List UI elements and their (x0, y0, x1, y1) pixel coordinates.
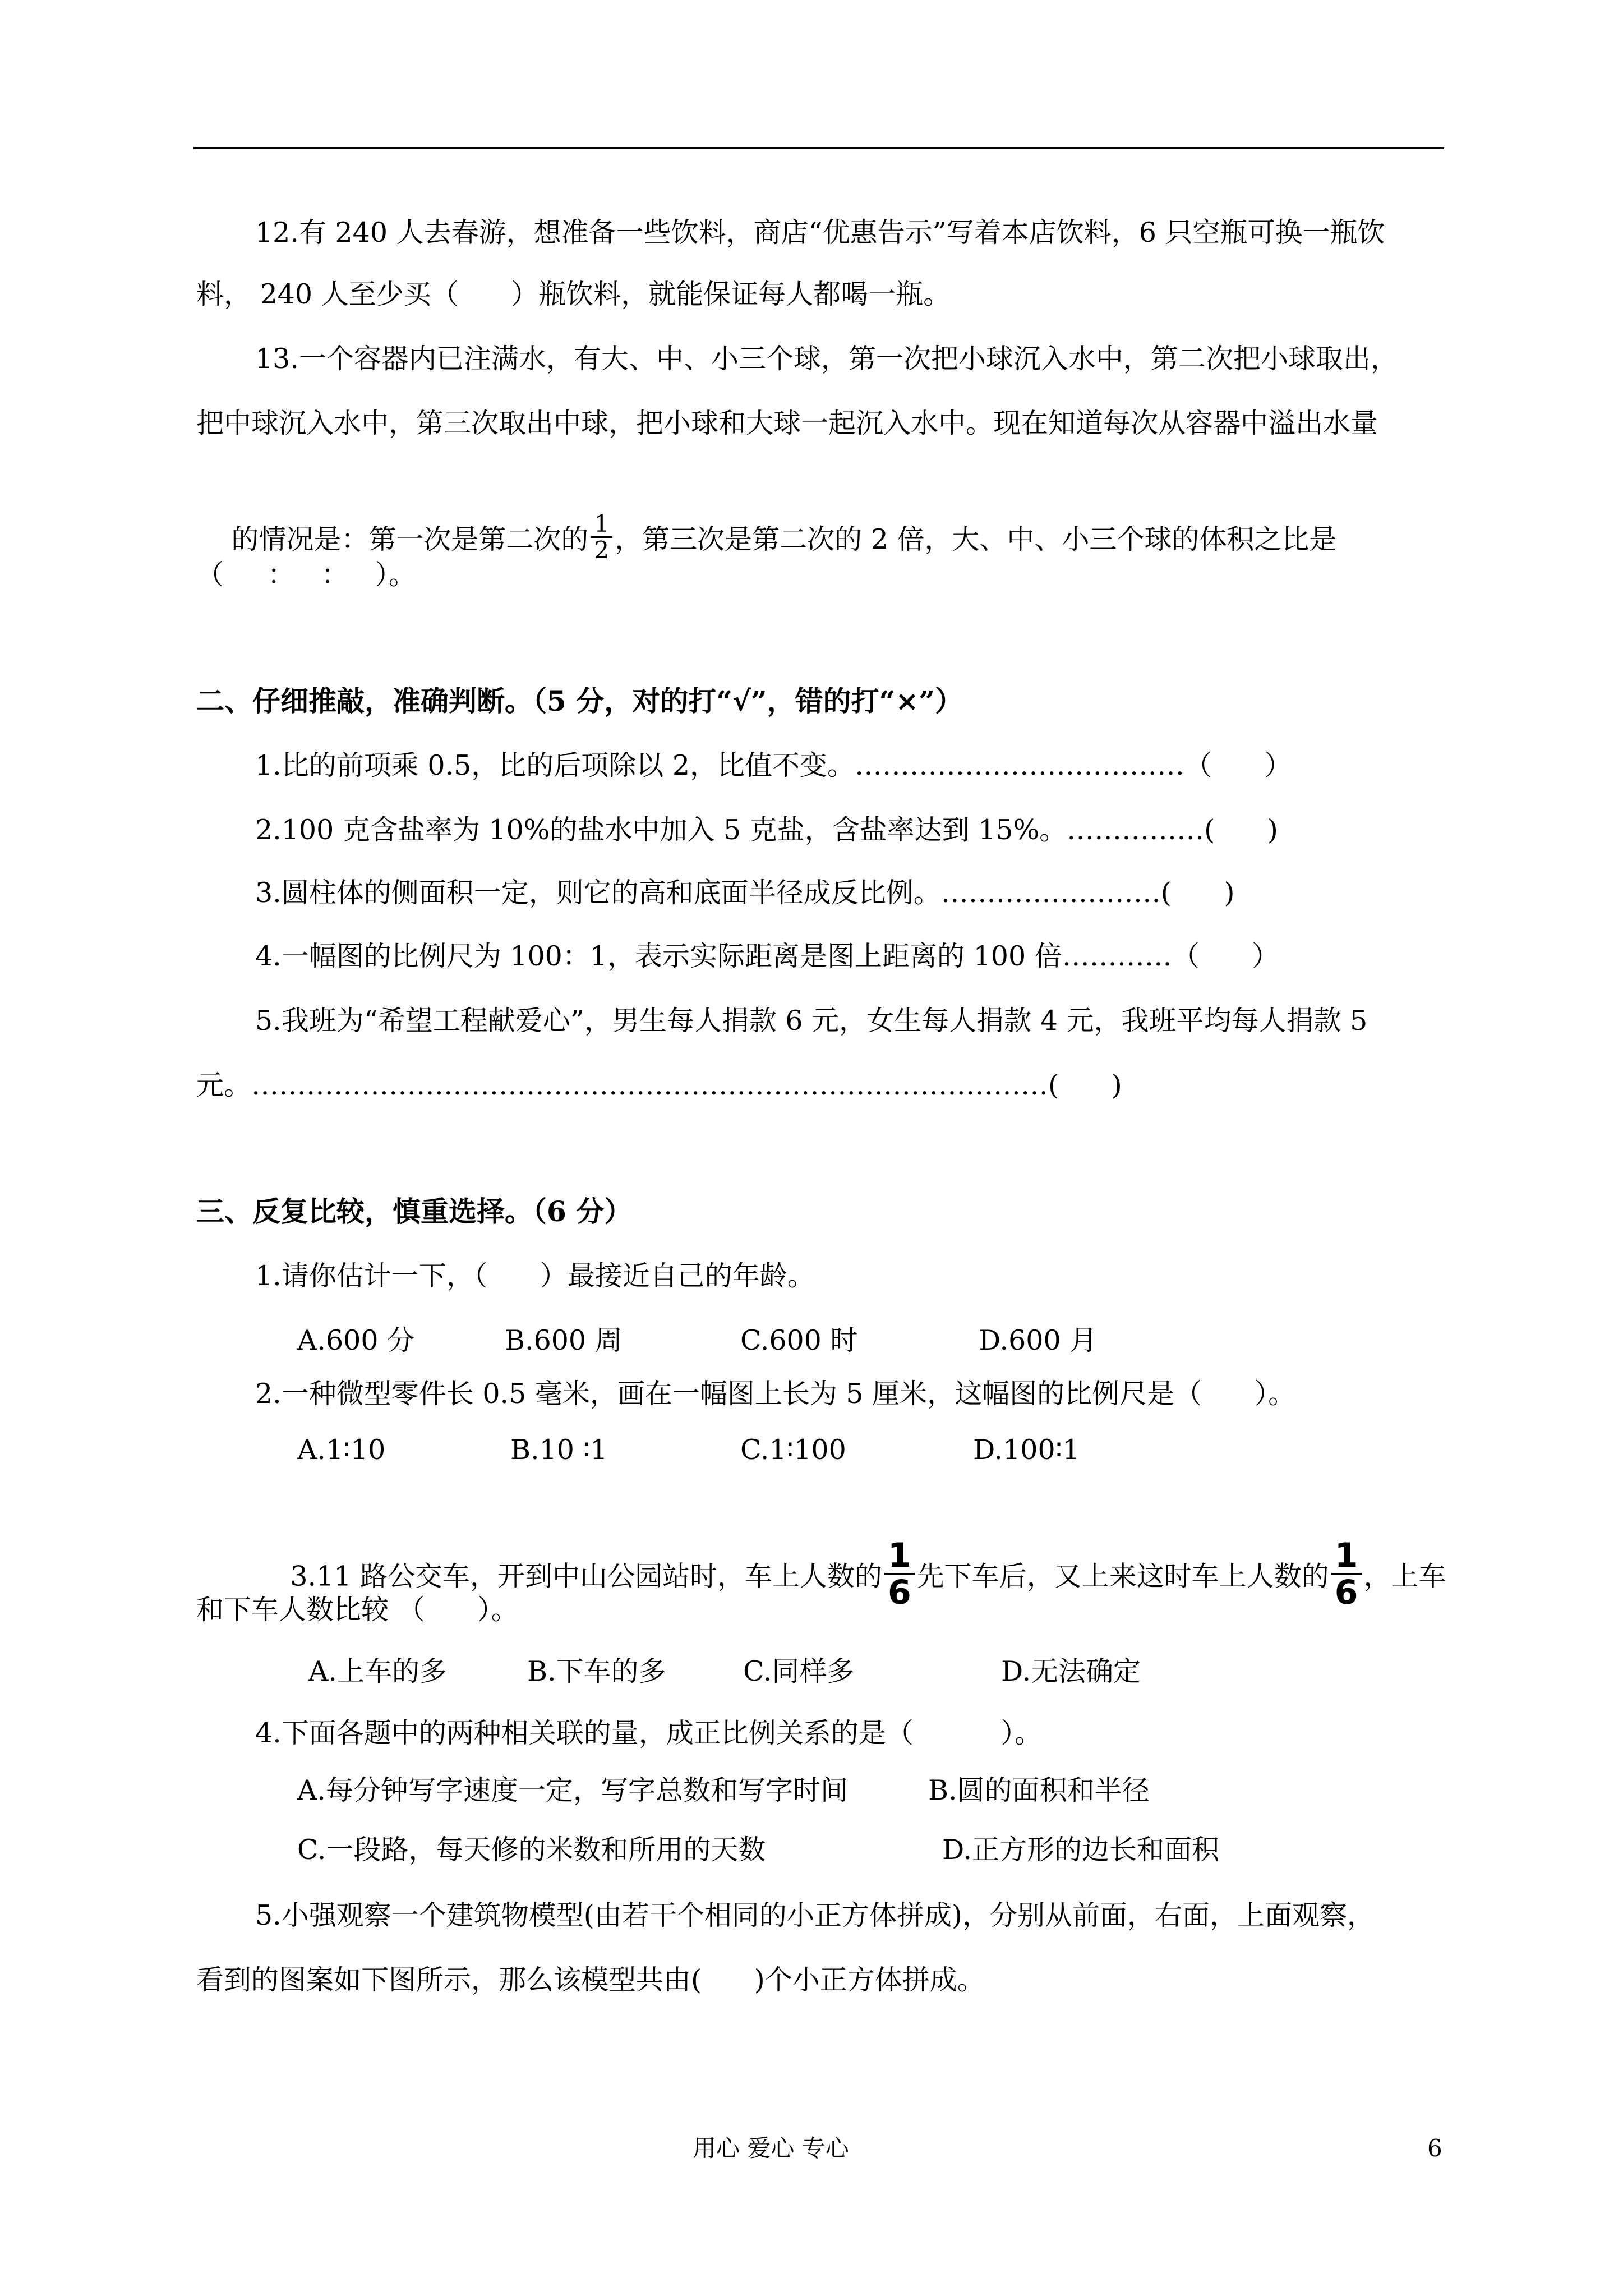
section-3-heading: 三、反复比较，慎重选择。（6 分） (196, 1195, 633, 1228)
choice-q4-option-b: B.圆的面积和半径 (928, 1774, 1150, 1806)
choice-q1-option-d: D.600 月 (979, 1324, 1098, 1356)
section-2-heading: 二、仔细推敲，准确判断。（5 分，对的打“√”，错的打“×”） (196, 684, 963, 717)
choice-q3-option-a: A.上车的多 (308, 1655, 447, 1687)
q12-line-1: 12.有 240 人去春游，想准备一些饮料，商店“优惠告示”写着本店饮料，6 只空瓶可换一瓶饮 (255, 217, 1385, 249)
footer-motto: 用心 爱心 专心 (693, 2134, 849, 2162)
fraction-one-half (591, 512, 612, 563)
header-rule (193, 147, 1444, 149)
fraction-one-sixth-2 (1331, 1538, 1362, 1610)
judge-item-3: 3.圆柱体的侧面积一定，则它的高和底面半径成反比例。……………………( ) (255, 877, 1235, 909)
choice-q2-option-b: B.10 ∶1 (510, 1434, 608, 1466)
q12-line-2: 料， 240 人至少买（ ）瓶饮料，就能保证每人都喝一瓶。 (196, 278, 951, 310)
choice-q2-option-c: C.1∶100 (740, 1434, 846, 1466)
judge-item-4: 4.一幅图的比例尺为 100：1，表示实际距离是图上距离的 100 倍…………（ ） (255, 940, 1280, 972)
fraction-denominator: 6 (888, 1573, 911, 1612)
choice-q3-stem-middle: 先下车后，又上来这时车上人数的 (916, 1560, 1329, 1593)
q13-line-4: （ ： ： ）。 (196, 559, 416, 591)
choice-q2-option-a: A.1∶10 (297, 1434, 386, 1466)
choice-q3-option-d: D.无法确定 (1001, 1655, 1141, 1687)
fraction-numerator: 1 (884, 1538, 915, 1575)
judge-item-1: 1.比的前项乘 0.5，比的后项除以 2，比值不变。………………………………（ ） (255, 749, 1292, 781)
choice-q2-stem: 2.一种微型零件长 0.5 毫米，画在一幅图上长为 5 厘米，这幅图的比例尺是（ ）。 (255, 1378, 1296, 1410)
choice-q3-stem-line-2: 和下车人数比较 （ ）。 (196, 1594, 519, 1626)
q13-line-3-end: ，第三次是第二次的 2 倍，大、中、小三个球的体积之比是 (615, 523, 1337, 555)
judge-item-5-line-2: 元。……………………………………………………………………………( ) (196, 1069, 1122, 1101)
page-number: 6 (1427, 2134, 1442, 2162)
fraction-denominator: 6 (1334, 1573, 1358, 1612)
q13-line-1: 13.一个容器内已注满水，有大、中、小三个球，第一次把小球沉入水中，第二次把小球取出， (255, 343, 1398, 375)
choice-q5-line-1: 5.小强观察一个建筑物模型(由若干个相同的小正方体拼成)，分别从前面，右面，上面观察， (255, 1899, 1375, 1931)
judge-item-5-line-1: 5.我班为“希望工程献爱心”，男生每人捐款 6 元，女生每人捐款 4 元，我班平均每人捐款 5 (255, 1005, 1368, 1037)
choice-q3-stem-end: ，上车 (1363, 1560, 1446, 1593)
judge-item-2: 2.100 克含盐率为 10%的盐水中加入 5 克盐，含盐率达到 15%。……………( ) (255, 814, 1278, 846)
fraction-denominator: 2 (594, 536, 610, 564)
choice-q1-option-b: B.600 周 (505, 1324, 623, 1356)
q13-line-3-start: 的情况是：第一次是第二次的 (231, 523, 589, 555)
choice-q4-option-d: D.正方形的边长和面积 (942, 1834, 1220, 1866)
fraction-one-sixth-1 (884, 1538, 915, 1610)
fraction-numerator: 1 (591, 512, 612, 538)
choice-q1-stem: 1.请你估计一下，（ ）最接近自己的年龄。 (255, 1260, 815, 1292)
choice-q3-stem-start: 3.11 路公交车，开到中山公园站时，车上人数的 (290, 1560, 882, 1593)
q13-line-2: 把中球沉入水中，第三次取出中球，把小球和大球一起沉入水中。现在知道每次从容器中溢出水量 (196, 407, 1378, 439)
choice-q2-option-d: D.100∶1 (973, 1434, 1080, 1466)
choice-q4-option-a: A.每分钟写字速度一定，写字总数和写字时间 (297, 1774, 848, 1806)
choice-q4-option-c: C.一段路，每天修的米数和所用的天数 (297, 1834, 766, 1866)
choice-q4-stem: 4.下面各题中的两种相关联的量，成正比例关系的是（ ）。 (255, 1717, 1043, 1749)
choice-q5-line-2: 看到的图案如下图所示，那么该模型共由( )个小正方体拼成。 (196, 1964, 985, 1996)
choice-q1-option-a: A.600 分 (297, 1324, 415, 1356)
choice-q1-option-c: C.600 时 (740, 1324, 858, 1356)
fraction-numerator: 1 (1331, 1538, 1362, 1575)
choice-q3-option-b: B.下车的多 (527, 1655, 666, 1687)
choice-q3-stem-line-1 (255, 1509, 1446, 1648)
choice-q3-option-c: C.同样多 (743, 1655, 855, 1687)
